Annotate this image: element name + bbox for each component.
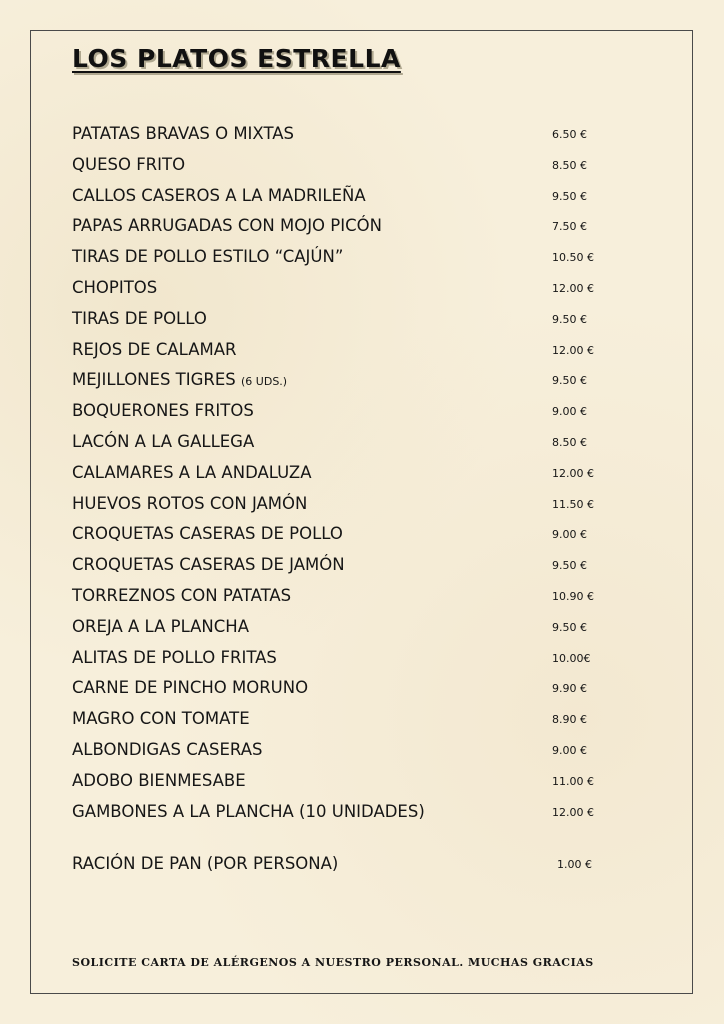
menu-item-name-text: LACÓN A LA GALLEGA (72, 431, 255, 451)
menu-item (72, 490, 600, 521)
menu-item-note: (6 UDS.) (241, 375, 288, 389)
menu-item-name-text: CHOPITOS (72, 277, 158, 297)
menu-item-name (72, 613, 249, 641)
menu-item-price: 10.50 € (552, 251, 594, 265)
menu-item-name-text: PAPAS ARRUGADAS CON MOJO PICÓN (72, 216, 382, 236)
menu-item (72, 459, 600, 490)
menu-item (72, 674, 600, 705)
menu-item-name-text: HUEVOS ROTOS CON JAMÓN (72, 493, 308, 513)
menu-item-price: 8.50 € (552, 435, 587, 449)
menu-item-price: 9.50 € (552, 374, 587, 388)
menu-item (72, 428, 600, 459)
menu-item (72, 274, 600, 305)
bread-item-price: 1.00 € (557, 858, 592, 872)
menu-item-price: 11.50 € (552, 497, 594, 511)
menu-item-price: 7.50 € (552, 220, 587, 234)
menu-item (72, 705, 600, 736)
menu-item-name-text: CALAMARES A LA ANDALUZA (72, 462, 312, 482)
menu-item-name (72, 644, 277, 672)
menu-item-price: 9.00 € (552, 405, 587, 419)
menu-item (72, 336, 600, 367)
menu-item (72, 767, 600, 798)
menu-item-name (72, 705, 250, 733)
menu-item-price: 10.00€ (552, 651, 591, 665)
menu-item-price: 12.00 € (552, 343, 594, 357)
menu-item (72, 366, 600, 397)
menu-item-price: 6.50 € (552, 128, 587, 141)
menu-item-price: 9.50 € (552, 189, 587, 203)
menu-title: LOS PLATOS ESTRELLA (72, 44, 401, 73)
menu-item-price: 12.00 € (552, 281, 594, 295)
menu-item-name-text: QUESO FRITO (72, 154, 186, 174)
menu-item-name-text: BOQUERONES FRITOS (72, 401, 254, 421)
menu-item-name-text: REJOS DE CALAMAR (72, 339, 237, 359)
menu-item-name-text: CARNE DE PINCHO MORUNO (72, 678, 309, 698)
menu-item (72, 644, 600, 675)
menu-item-price: 9.50 € (552, 312, 587, 326)
menu-item (72, 520, 600, 551)
menu-item-price: 12.00 € (552, 805, 594, 819)
menu-item-name-text: TIRAS DE POLLO ESTILO “CAJÚN” (72, 247, 344, 267)
menu-item-price: 12.00 € (552, 466, 594, 480)
menu-item (72, 613, 600, 644)
menu-item (72, 736, 600, 767)
menu-item-price: 9.50 € (552, 559, 587, 573)
menu-item-name (72, 428, 254, 456)
menu-item-name (72, 212, 382, 240)
menu-item-name-text: TIRAS DE POLLO (72, 308, 207, 328)
menu-item-name (72, 582, 291, 610)
menu-item-name-text: ADOBO BIENMESABE (72, 770, 246, 790)
menu-item-name-text: MAGRO CON TOMATE (72, 709, 250, 729)
menu-item-name (72, 274, 157, 302)
menu-item (72, 551, 600, 582)
menu-item-name-text: CROQUETAS CASERAS DE JAMÓN (72, 555, 345, 575)
allergen-notice: SOLICITE CARTA DE ALÉRGENOS A NUESTRO PERSONAL. MUCHAS GRACIAS (72, 956, 594, 969)
menu-list (72, 120, 600, 881)
menu-item-name-text: ALITAS DE POLLO FRITAS (72, 647, 277, 667)
menu-item-name (72, 366, 287, 396)
menu-item (72, 120, 600, 151)
menu-item-name (72, 397, 254, 425)
menu-item-name-text: TORREZNOS CON PATATAS (72, 585, 292, 605)
bread-item (72, 850, 600, 881)
menu-item-price: 9.50 € (552, 620, 587, 634)
menu-item-name (72, 243, 343, 271)
menu-item-name-text: PATATAS BRAVAS O MIXTAS (72, 124, 295, 143)
menu-item-name (72, 120, 294, 148)
menu-item-price: 8.90 € (552, 713, 587, 727)
menu-item-name-text: GAMBONES A LA PLANCHA (10 UNIDADES) (72, 801, 425, 821)
menu-item-name (72, 674, 308, 702)
menu-item (72, 305, 600, 336)
menu-item (72, 243, 600, 274)
menu-item-price: 9.00 € (552, 743, 587, 757)
menu-item-price: 8.50 € (552, 158, 587, 172)
menu-item-name (72, 767, 246, 795)
menu-item (72, 397, 600, 428)
menu-item-price: 11.00 € (552, 774, 594, 788)
menu-item-name (72, 151, 185, 179)
menu-item-name (72, 736, 262, 764)
menu-item-name-text: ALBONDIGAS CASERAS (72, 739, 263, 759)
menu-item-price: 9.00 € (552, 528, 587, 542)
menu-item-name (72, 336, 237, 364)
menu-item-price: 10.90 € (552, 589, 594, 603)
menu-item-name-text: CROQUETAS CASERAS DE POLLO (72, 524, 343, 544)
menu-item (72, 182, 600, 213)
menu-item (72, 582, 600, 613)
menu-item (72, 798, 600, 829)
menu-item-name (72, 182, 366, 210)
menu-item-name (72, 490, 307, 518)
menu-item-price: 9.90 € (552, 682, 587, 696)
menu-item-name-text: MEJILLONES TIGRES (72, 370, 236, 390)
menu-item (72, 212, 600, 243)
menu-item-name-text: CALLOS CASEROS A LA MADRILEÑA (72, 185, 366, 205)
menu-item-name-text: OREJA A LA PLANCHA (72, 616, 249, 636)
menu-item-name (72, 798, 425, 826)
menu-item (72, 151, 600, 182)
menu-item-name (72, 305, 207, 333)
menu-item-name (72, 520, 343, 548)
menu-item-name (72, 551, 345, 579)
bread-item-name: RACIÓN DE PAN (POR PERSONA) (72, 854, 339, 874)
menu-item-name (72, 459, 312, 487)
